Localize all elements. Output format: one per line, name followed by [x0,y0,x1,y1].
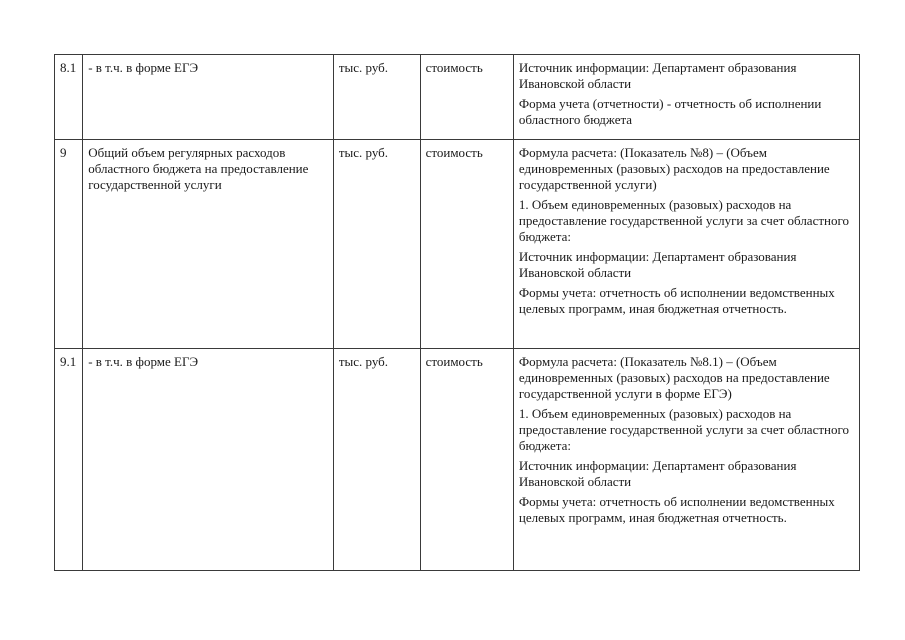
source-paragraph: Формула расчета: (Показатель №8) – (Объем единовременных (разовых) расходов на предоставление государственной услуги) [518,145,830,192]
source-paragraph: 1. Объем единовременных (разовых) расходов на предоставление государственной услуги за счет областного бюджета: [518,406,849,453]
indicator-name-cell: - в т.ч. в форме ЕГЭ [83,55,334,140]
value-type-cell: стоимость [420,349,513,571]
source-paragraph: Формы учета: отчетность об исполнении ведомственных целевых программ, иная бюджетная отчетность. [518,285,835,316]
value-type-cell: стоимость [420,55,513,140]
source-paragraph: Источник информации: Департамент образования Ивановской области [518,458,797,489]
source-paragraph: Форма учета (отчетности) - отчетность об исполнении областного бюджета [518,96,822,127]
unit-cell: тыс. руб. [333,140,420,349]
value-type-cell: стоимость [420,140,513,349]
row-number-cell: 9.1 [55,349,83,571]
source-paragraph: Формула расчета: (Показатель №8.1) – (Объем единовременных (разовых) расходов на предоставление государственной услуги в форме ЕГЭ) [518,354,830,401]
source-paragraph: Источник информации: Департамент образования Ивановской области [518,60,797,91]
indicators-table [54,54,860,571]
source-cell [513,55,859,140]
source-cell [513,140,859,349]
source-paragraph: Источник информации: Департамент образования Ивановской области [518,249,797,280]
row-number-cell: 9 [55,140,83,349]
source-paragraph: 1. Объем единовременных (разовых) расходов на предоставление государственной услуги за счет областного бюджета: [518,197,849,244]
source-paragraph: Формы учета: отчетность об исполнении ведомственных целевых программ, иная бюджетная отчетность. [518,494,835,525]
unit-cell: тыс. руб. [333,55,420,140]
unit-cell: тыс. руб. [333,349,420,571]
table-row [55,140,860,349]
indicator-name-cell: - в т.ч. в форме ЕГЭ [83,349,334,571]
source-cell [513,349,859,571]
indicator-name-cell: Общий объем регулярных расходов областного бюджета на предоставление государственной услуги [83,140,334,349]
table-row [55,349,860,571]
row-number-cell: 8.1 [55,55,83,140]
table-row [55,55,860,140]
